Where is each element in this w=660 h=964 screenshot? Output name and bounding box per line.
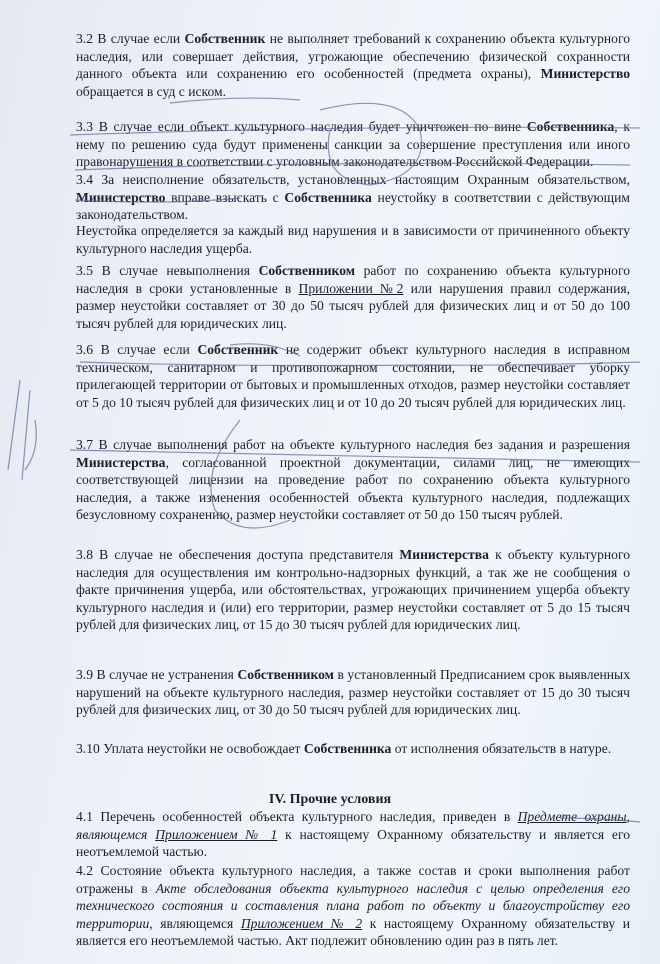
paragraph-3-10	[76, 740, 630, 758]
paragraph-4-1	[76, 808, 630, 861]
emphasized-text: Собственником	[258, 263, 356, 278]
text-run: 3.5 В случае невыполнения	[76, 263, 259, 278]
emphasized-text: Министерства	[399, 547, 489, 562]
paragraph-3-4-penalty-note	[76, 222, 630, 257]
text-run: , являющемся	[149, 915, 241, 931]
paragraph-3-7	[76, 436, 630, 524]
emphasized-text: Собственник	[184, 31, 266, 46]
paragraph-3-9	[76, 666, 630, 719]
text-run: не выполняет требований к сохранению объекта культурного наследия, или совершает действия, угрожающие обеспечению физической сохранности данного объекта или сохранению его особенностей (предмета охраны),	[76, 31, 630, 82]
text-run: к настоящему Охранному обязательству и является его неотъемлемой частью. Акт подлежит обновлению один раз в пять лет.	[76, 915, 630, 949]
emphasized-text: являющемся	[76, 826, 148, 842]
text-run: 3.9 В случае не устранения	[76, 667, 238, 682]
section-heading: IV. Прочие условия	[268, 792, 392, 807]
text-run: 3.6 В случае если	[76, 342, 198, 357]
emphasized-text: Министерства	[76, 454, 166, 470]
text-run: 3.7 В случае выполнения работ на объекте культурного наследия без задания и разрешения	[76, 437, 630, 452]
emphasized-text: Приложением № 1	[155, 826, 278, 842]
text-run: 3.10 Уплата неустойки не освобождает	[76, 741, 304, 756]
paragraph-3-5	[76, 262, 630, 332]
text-run: 3.8 В случае не обеспечения доступа представителя	[76, 547, 400, 562]
text-run: 4.2 Состояние объекта культурного наследия, а также состав и сроки выполнения работ отражены в	[76, 863, 630, 896]
paragraph-3-6	[76, 341, 630, 411]
text-run: не содержит объект культурного наследия в исправном техническом, санитарном и противопожарном состоянии, не обеспечивает уборку прилегающей территории от бытовых и промышленных отходов, размер неустойки составляет от 5 до 10 тысяч рублей для физических лиц и от 10 до 20 тысяч рублей для юридических лиц.	[76, 342, 630, 410]
text-run: ,	[626, 809, 630, 824]
emphasized-text: Приложении №2	[298, 280, 404, 296]
text-run: от исполнения обязательств в натуре.	[391, 741, 612, 756]
text-run: 3.4 За неисполнение обязательств, установленных настоящим Охранным обязательством,	[76, 172, 630, 187]
text-run: обращается в суд с иском.	[76, 83, 226, 99]
text-run: 3.2 В случае если	[76, 31, 185, 46]
emphasized-text: Министерство	[540, 66, 630, 82]
emphasized-text: Собственника	[303, 741, 392, 756]
text-run: работ по сохранению объекта культурного наследия в сроки установленные в	[76, 263, 630, 296]
emphasized-text: Собственник	[197, 342, 279, 357]
emphasized-text: Предмете охраны	[517, 809, 627, 824]
text-run: , к нему по решению суда будут применены санкции за совершение преступления или иного правонарушения в соответствии с уголовным законодательством Российской Федерации.	[76, 119, 630, 170]
text-run: к настоящему Охранному обязательству и является его неотъемлемой частью.	[76, 826, 630, 860]
text-run: вправе взыскать с	[165, 189, 285, 205]
emphasized-text: Собственником	[237, 667, 334, 682]
emphasized-text: Министерство	[76, 189, 166, 205]
paragraph-3-4	[76, 171, 630, 224]
paragraph-3-3	[76, 118, 630, 171]
text-run: , согласованной проектной документации, силами лиц, не имеющих соответствующей лицензии на проведение работ по сохранению объекта культурного наследия, а также изменения особенностей объекта культурного наследия, подлежащих безусловному сохранению, размер неустойки составляет от 50 до 150 тысяч рублей.	[76, 454, 630, 523]
emphasized-text: Собственника	[284, 189, 372, 205]
text-run: к объекту культурного наследия для осуществления им контрольно-надзорных функций, а так же не сообщения о факте причинения ущерба, или обстоятельствах, угрожающих причинением ущерба объекту культурного наследия и (или) его территории, размер неустойки составляет от 5 до 15 тысяч рублей для физических лиц, от 15 до 30 тысяч рублей для юридических лиц.	[76, 547, 630, 633]
paragraph-3-8	[76, 546, 630, 634]
paragraph-3-2	[76, 30, 630, 100]
paragraph-4-2	[76, 862, 630, 950]
text-run: 4.1 Перечень особенностей объекта культурного наследия, приведен в	[76, 809, 518, 824]
emphasized-text: Собственника	[526, 119, 615, 134]
emphasized-text: Приложением № 2	[240, 915, 363, 931]
pen-margin-mark	[8, 380, 36, 480]
text-run: в установленный Предписанием срок выявленных нарушений на объекте культурного наследия, размер неустойки составляет от 15 до 30 тысяч рублей для физических лиц, от 30 до 50 тысяч рублей для юридических лиц.	[76, 667, 630, 718]
text-run: или нарушения правил содержания, размер неустойки составляет от 30 до 50 тысяч рублей для физических лиц и от 50 до 100 тысяч рублей для юридических лиц.	[76, 280, 630, 331]
emphasized-text: Акте обследования объекта культурного наследия с целью определения его технического состояния и составления плана работ по объекту и благоустройству его территории	[76, 880, 630, 931]
text-run: 3.3 В случае если объект культурного наследия будет уничтожен по вине	[76, 119, 527, 134]
text-run: неустойку в соответствии с действующим законодательством.	[76, 189, 631, 223]
text-run: Неустойка определяется за каждый вид нарушения и в зависимости от причиненного объекту культурного наследия ущерба.	[76, 223, 630, 256]
